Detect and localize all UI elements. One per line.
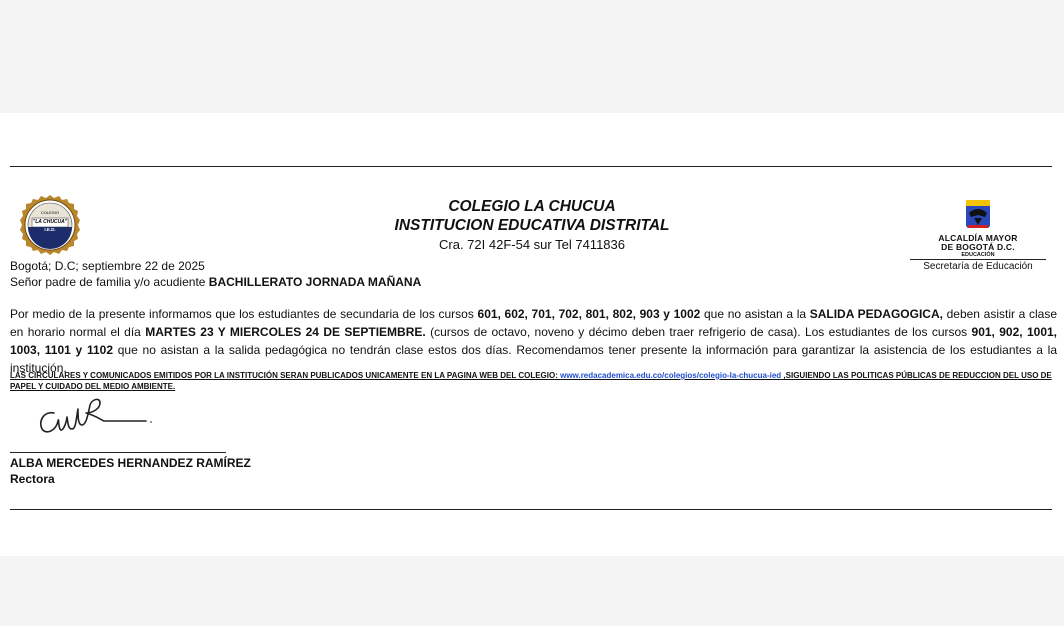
institution-type: INSTITUCION EDUCATIVA DISTRITAL	[394, 217, 670, 234]
handwritten-signature	[34, 391, 154, 441]
svg-text:COLEGIO: COLEGIO	[40, 210, 60, 215]
letterhead	[300, 197, 764, 253]
signer-name: ALBA MERCEDES HERNANDEZ RAMÍREZ	[10, 456, 251, 470]
svg-text:"LA CHUCUA": "LA CHUCUA"	[32, 219, 68, 225]
publication-notice: LAS CIRCULARES Y COMUNICADOS EMITIDOS POR LA INSTITUCIÓN SERAN PUBLICADOS UNICAMENTE EN LA PAGINA WEB DEL COLEGIO: www.redacademica.edu.co/colegios/colegio-la-chucua-ied ,SIGUIENDO LAS POLITICAS PÚBLICAS DE REDUCCION DEL USO DE PAPEL Y CUIDADO DEL MEDIO AMBIENTE.	[10, 371, 1052, 391]
svg-text:I.E.D.: I.E.D.	[44, 227, 56, 232]
school-seal-logo	[10, 195, 90, 255]
signer-role: Rectora	[10, 472, 55, 486]
document-page	[0, 113, 1064, 556]
bogota-coat-of-arms-icon	[965, 199, 991, 229]
school-name: COLEGIO LA CHUCUA	[448, 198, 616, 215]
school-address: Cra. 72I 42F-54 sur Tel 7411836	[439, 237, 625, 252]
bottom-rule	[10, 509, 1052, 510]
school-website-link[interactable]: www.redacademica.edu.co/colegios/colegio-la-chucua-ied	[560, 371, 782, 380]
date-line: Bogotá; D.C; septiembre 22 de 2025	[10, 259, 205, 273]
signature-line	[10, 452, 226, 453]
alcaldia-logo: ALCALDÍA MAYOR DE BOGOTÁ D.C. EDUCACIÓN Secretaría de Educación	[906, 199, 1050, 267]
body-paragraph: Por medio de la presente informamos que los estudiantes de secundaria de los cursos 601, 602, 701, 702, 801, 802, 903 y 1002 que no asistan a la SALIDA PEDAGOGICA, deben asistir a clase en horario normal el día MARTES 23 Y MIERCOLES 24 DE SEPTIEMBRE. (cursos de octavo, noveno y décimo deben traer refrigerio de casa). Los estudiantes de los cursos 901, 902, 1001, 1003, 1101 y 1102 que no asistan a la salida pedagógica no tendrán clase estos dos días. Recomendamos tener presente la información para garantizar la asistencia de los estudiantes a la institución.	[10, 307, 1058, 375]
top-rule	[10, 166, 1052, 167]
addressee-line: Señor padre de familia y/o acudiente BACHILLERATO JORNADA MAÑANA	[10, 275, 422, 289]
